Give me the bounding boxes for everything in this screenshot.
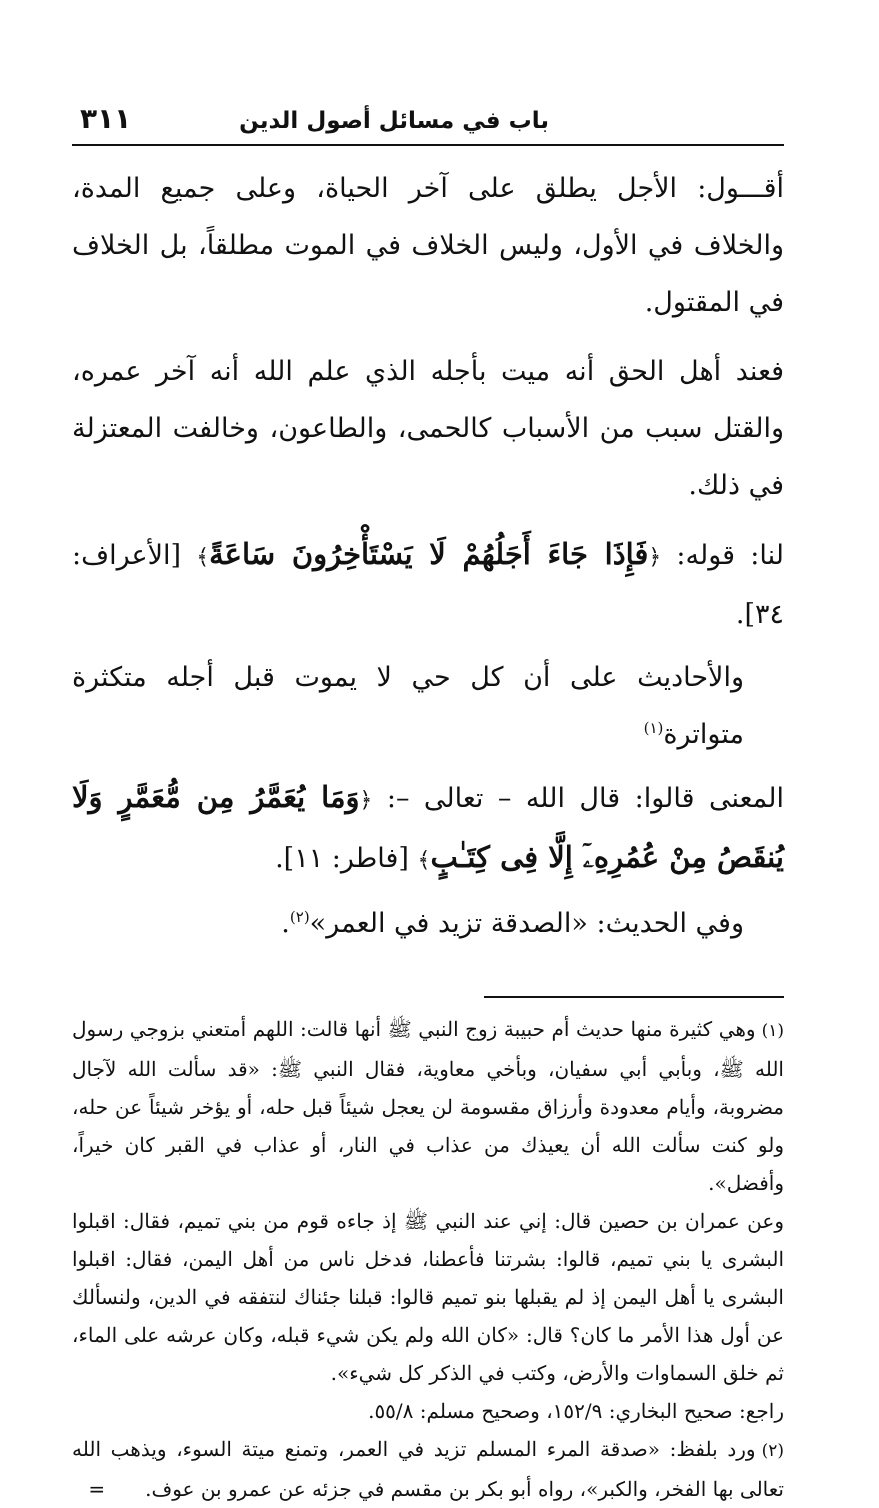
- quran-close-bracket: ﴾: [417, 848, 431, 873]
- quran-verse: وَمَا يُعَمَّرُ مِن مُّعَمَّرٍ وَلَا يُنقَصُ مِنْ عُمُرِهِۦٓ إِلَّا فِى كِتَـٰبٍ: [72, 780, 784, 874]
- page-number: ٣١١: [80, 102, 132, 135]
- footnote-1: [72, 1010, 784, 1202]
- paragraph-6-text: وفي الحديث: «الصدقة تزيد في العمر»: [309, 908, 744, 939]
- quran-verse: فَإِذَا جَاءَ أَجَلُهُمْ لَا يَسْتَأْخِرُونَ سَاعَةً: [209, 537, 649, 571]
- paragraph-4: [72, 649, 784, 763]
- running-title: باب في مسائل أصول الدين: [239, 108, 549, 134]
- footnote-1-continued: وعن عمران بن حصين قال: إني عند النبي ﷺ إذ جاءه قوم من بني تميم، فقال: اقبلوا البشرى يا بني تميم، قالوا: بشرتنا فأعطنا، فدخل ناس من أهل اليمن، فقال: اقبلوا البشرى يا أهل اليمن إذ لم يقبلها بنو تميم قالوا: قبلنا جئناك لنتفقه في الدين، ولنسألك عن أول هذا الأمر ما كان؟ قال: «كان الله ولم يكن شيء قبله، وكان عرشه على الماء، ثم خلق السماوات والأرض، وكتب في الذكر كل شيء».: [72, 1209, 784, 1385]
- paragraph-6-end: .: [281, 908, 290, 939]
- paragraph-6: [72, 895, 784, 952]
- footnote-1-text: وهي كثيرة منها حديث أم حبيبة زوج النبي ﷺ أنها قالت: اللهم أمتعني بزوجي رسول الله ﷺ، وبأبي أبي سفيان، وبأخي معاوية، فقال النبي ﷺ: «قد سألت الله لآجال مضروبة، وأيام معدودة وأرزاق مقسومة لن يعجل شيئاً قبل حله، أو يؤخر شيئاً عن حله، ولو كنت سألت الله أن يعيذك من عذاب في النار، أو عذاب في القبر كان خيراً، وأفضل».: [72, 1017, 784, 1195]
- book-page: [72, 96, 784, 1501]
- running-header: [72, 96, 784, 146]
- footnote-2-text: ورد بلفظ: «صدقة المرء المسلم تزيد في العمر، وتمنع ميتة السوء، ويذهب الله تعالى بها الفخر، والكبر»، رواه أبو بكر بن مقسم في جزئه عن عمرو بن عوف.: [72, 1437, 784, 1501]
- paragraph-4-text: والأحاديث على أن كل حي لا يموت قبل أجله متكثرة متواترة: [72, 662, 744, 750]
- quran-close-bracket: ﴾: [196, 545, 210, 570]
- footnote-number: (١): [761, 1021, 784, 1041]
- footnote-reference-2[interactable]: (٢): [289, 908, 310, 926]
- main-text: [72, 160, 784, 952]
- quote-lead: المعنى قالوا: قال الله – تعالى –:: [372, 783, 784, 814]
- footnote-1-reference: راجع: صحيح البخاري: ١٥٢/٩، وصحيح مسلم: ٥٥/٨.: [368, 1399, 784, 1423]
- quran-open-bracket: ﴿: [359, 788, 373, 813]
- verse-citation: [فاطر: ١١].: [275, 843, 418, 874]
- quran-open-bracket: ﴿: [648, 545, 662, 570]
- continuation-mark: =: [88, 1477, 106, 1501]
- footnote-reference-1[interactable]: (١): [643, 719, 664, 737]
- paragraph-3: [72, 526, 784, 643]
- footnote-number: (٢): [761, 1441, 784, 1461]
- paragraph-1: أقـــول: الأجل يطلق على آخر الحياة، وعلى جميع المدة، والخلاف في الأول، وليس الخلاف في الموت مطلقاً، بل الخلاف في المقتول.: [72, 173, 784, 318]
- paragraph-2: فعند أهل الحق أنه ميت بأجله الذي علم الله أنه آخر عمره، والقتل سبب من الأسباب كالحمى، والطاعون، وخالفت المعتزلة في ذلك.: [72, 356, 784, 501]
- footnote-separator: [484, 996, 784, 998]
- quote-lead: لنا: قوله:: [661, 540, 784, 571]
- paragraph-5: [72, 769, 784, 889]
- footnote-2: [72, 1430, 784, 1508]
- footnotes: [72, 1010, 784, 1508]
- verse-citation: [الأعراف: ٣٤].: [72, 540, 784, 630]
